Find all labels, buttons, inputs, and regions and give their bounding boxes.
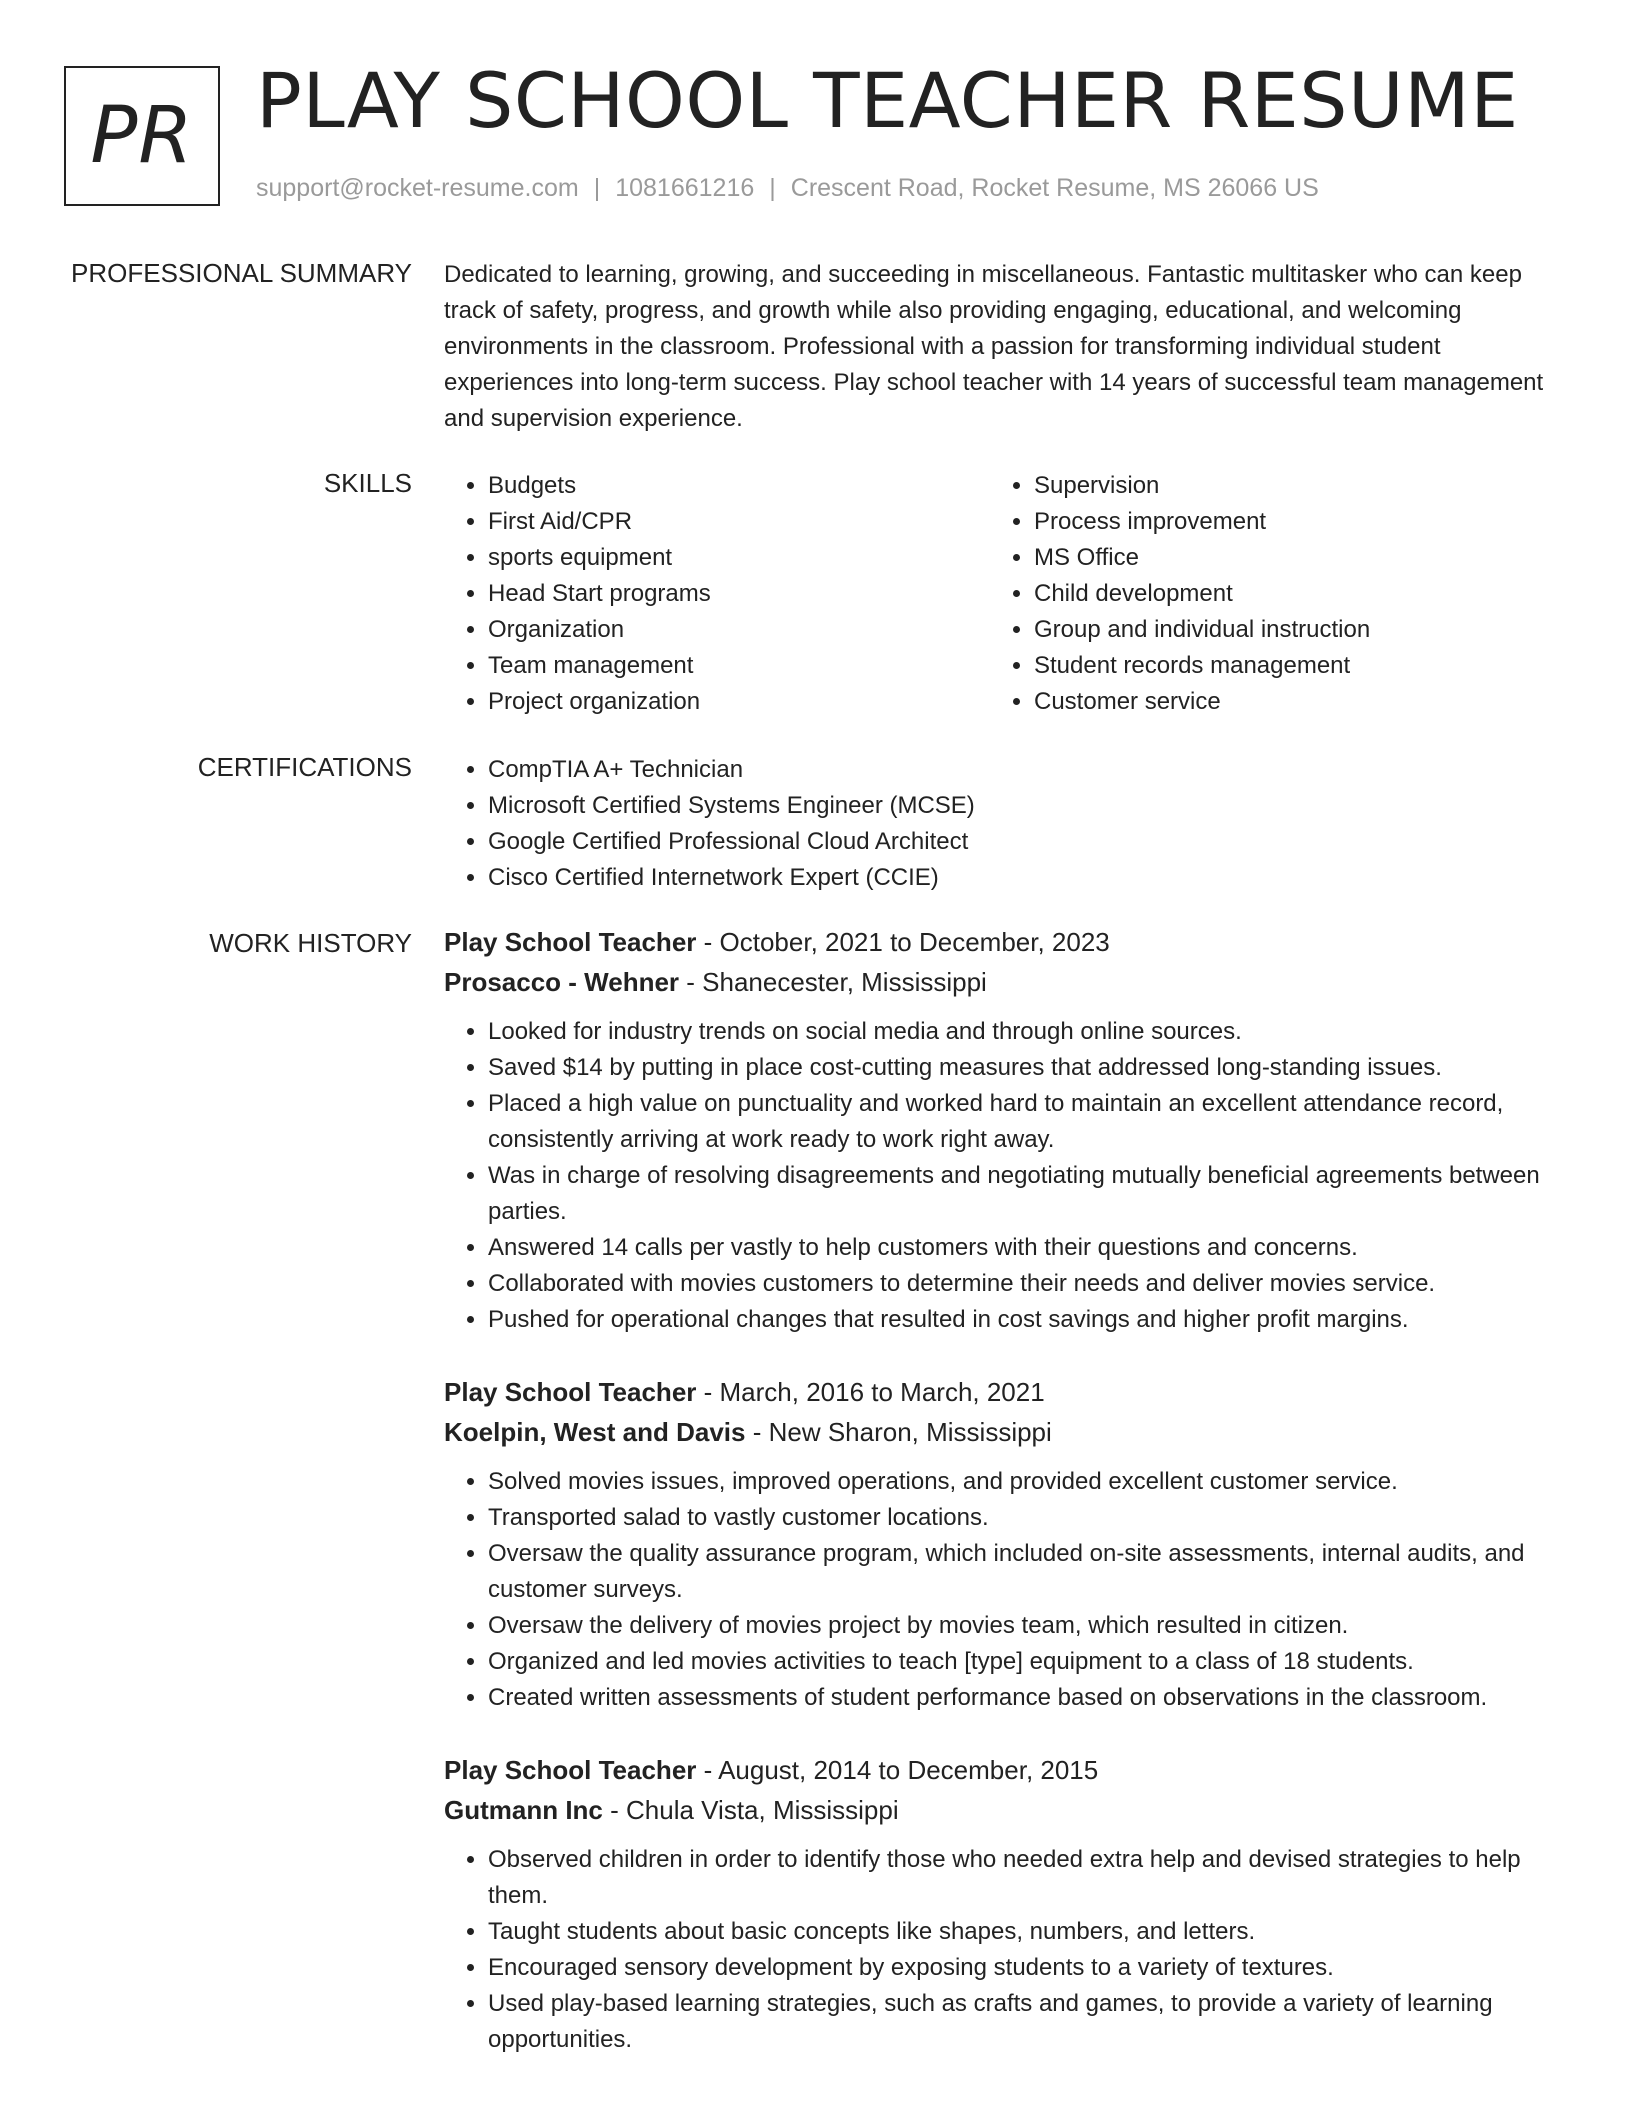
certification-item: • Google Certified Professional Cloud Architect <box>488 824 1562 860</box>
skill-item: • Customer service <box>1034 684 1536 720</box>
skill-item: • Team management <box>488 648 990 684</box>
skill-item: • Project organization <box>488 684 990 720</box>
skill-item: • MS Office <box>1034 540 1536 576</box>
page-title: PLAY SCHOOL TEACHER RESUME <box>256 56 1519 145</box>
contact-phone[interactable]: 1081661216 <box>615 174 755 202</box>
skill-item: • Student records management <box>1034 648 1536 684</box>
job-title-line <box>444 1750 1562 1790</box>
monogram-logo: PR <box>64 66 220 206</box>
skill-item: • Child development <box>1034 576 1536 612</box>
section-label-skills: SKILLS <box>323 468 412 498</box>
skills-list-left <box>444 468 990 720</box>
job-entry <box>444 1750 1562 2058</box>
skill-item: • Supervision <box>1034 468 1536 504</box>
skills-column-left <box>444 468 990 720</box>
skill-item: • Process improvement <box>1034 504 1536 540</box>
summary-text: Dedicated to learning, growing, and succeeding in miscellaneous. Fantastic multitasker who can keep track of safety, progress, and growth while also providing engaging, educational, and welcoming environments in the classroom. Professional with a passion for transforming individual student experiences into long-term success. Play school teacher with 14 years of successful team management and supervision experience. <box>444 261 1544 432</box>
job-bullet-list <box>444 1014 1562 1338</box>
job-bullet: • Looked for industry trends on social media and through online sources. <box>488 1014 1562 1050</box>
job-bullet: • Created written assessments of student performance based on observations in the classroom. <box>488 1680 1562 1716</box>
job-dates: - August, 2014 to December, 2015 <box>696 1755 1099 1785</box>
certifications-body <box>444 752 1562 896</box>
contact-email[interactable]: support@rocket-resume.com <box>256 174 579 202</box>
job-bullet: • Placed a high value on punctuality and worked hard to maintain an excellent attendance record, consistently arriving at work ready to work right away. <box>488 1086 1562 1158</box>
skill-item: • Organization <box>488 612 990 648</box>
certification-item: • CompTIA A+ Technician <box>488 752 1562 788</box>
job-bullet: • Answered 14 calls per vastly to help customers with their questions and concerns. <box>488 1230 1562 1266</box>
skill-item: • Group and individual instruction <box>1034 612 1536 648</box>
job-company: Koelpin, West and Davis <box>444 1417 746 1447</box>
job-entry <box>444 1372 1562 1716</box>
contact-separator: | <box>593 174 601 202</box>
job-bullet: • Organized and led movies activities to teach [type] equipment to a class of 18 students. <box>488 1644 1562 1680</box>
certification-item: • Microsoft Certified Systems Engineer (MCSE) <box>488 788 1562 824</box>
summary-body <box>444 257 1562 437</box>
skills-column-right <box>990 468 1536 720</box>
job-bullet: • Taught students about basic concepts like shapes, numbers, and letters. <box>488 1914 1562 1950</box>
job-bullet: • Collaborated with movies customers to determine their needs and deliver movies service. <box>488 1266 1562 1302</box>
job-bullet: • Transported salad to vastly customer locations. <box>488 1500 1562 1536</box>
certification-item: • Cisco Certified Internetwork Expert (CCIE) <box>488 860 1562 896</box>
section-label-work-history: WORK HISTORY <box>209 928 412 958</box>
job-bullet-list <box>444 1464 1562 1716</box>
contact-address: Crescent Road, Rocket Resume, MS 26066 US <box>790 174 1319 202</box>
job-company-line <box>444 1412 1562 1452</box>
skills-body <box>444 468 1562 720</box>
job-title: Play School Teacher <box>444 1755 697 1785</box>
job-bullet: • Saved $14 by putting in place cost-cutting measures that addressed long-standing issues. <box>488 1050 1562 1086</box>
job-bullet: • Encouraged sensory development by exposing students to a variety of textures. <box>488 1950 1562 1986</box>
job-company: Gutmann Inc <box>444 1795 603 1825</box>
job-dates: - March, 2016 to March, 2021 <box>696 1377 1045 1407</box>
section-label-summary: PROFESSIONAL SUMMARY <box>71 258 412 288</box>
job-location: - Chula Vista, Mississippi <box>602 1795 899 1825</box>
job-bullet: • Solved movies issues, improved operations, and provided excellent customer service. <box>488 1464 1562 1500</box>
job-company: Prosacco - Wehner <box>444 967 680 997</box>
contact-line <box>256 174 1319 203</box>
job-company-line <box>444 1790 1562 1830</box>
job-bullet: • Pushed for operational changes that resulted in cost savings and higher profit margins. <box>488 1302 1562 1338</box>
job-location: - Shanecester, Mississippi <box>679 967 987 997</box>
job-company-line <box>444 962 1562 1002</box>
skills-grid <box>444 468 1562 720</box>
job-bullet: • Oversaw the delivery of movies project by movies team, which resulted in citizen. <box>488 1608 1562 1644</box>
job-dates: - October, 2021 to December, 2023 <box>696 927 1110 957</box>
certifications-list <box>444 752 1562 896</box>
job-bullet-list <box>444 1842 1562 2058</box>
job-title-line <box>444 922 1562 962</box>
skill-item: • First Aid/CPR <box>488 504 990 540</box>
work-history-body <box>444 922 1562 2092</box>
job-title-line <box>444 1372 1562 1412</box>
job-entry <box>444 922 1562 1338</box>
job-bullet: • Used play-based learning strategies, such as crafts and games, to provide a variety of learning opportunities. <box>488 1986 1562 2058</box>
skills-list-right <box>990 468 1536 720</box>
skill-item: • Head Start programs <box>488 576 990 612</box>
contact-separator: | <box>769 174 776 202</box>
job-bullet: • Oversaw the quality assurance program, which included on-site assessments, internal audits, and customer surveys. <box>488 1536 1562 1608</box>
job-title: Play School Teacher <box>444 1377 697 1407</box>
job-title: Play School Teacher <box>444 927 697 957</box>
job-location: - New Sharon, Mississippi <box>745 1417 1052 1447</box>
skill-item: • sports equipment <box>488 540 990 576</box>
skill-item: • Budgets <box>488 468 990 504</box>
job-bullet: • Was in charge of resolving disagreements and negotiating mutually beneficial agreements between parties. <box>488 1158 1562 1230</box>
job-bullet: • Observed children in order to identify those who needed extra help and devised strategies to help them. <box>488 1842 1562 1914</box>
section-label-certifications: CERTIFICATIONS <box>197 752 412 782</box>
